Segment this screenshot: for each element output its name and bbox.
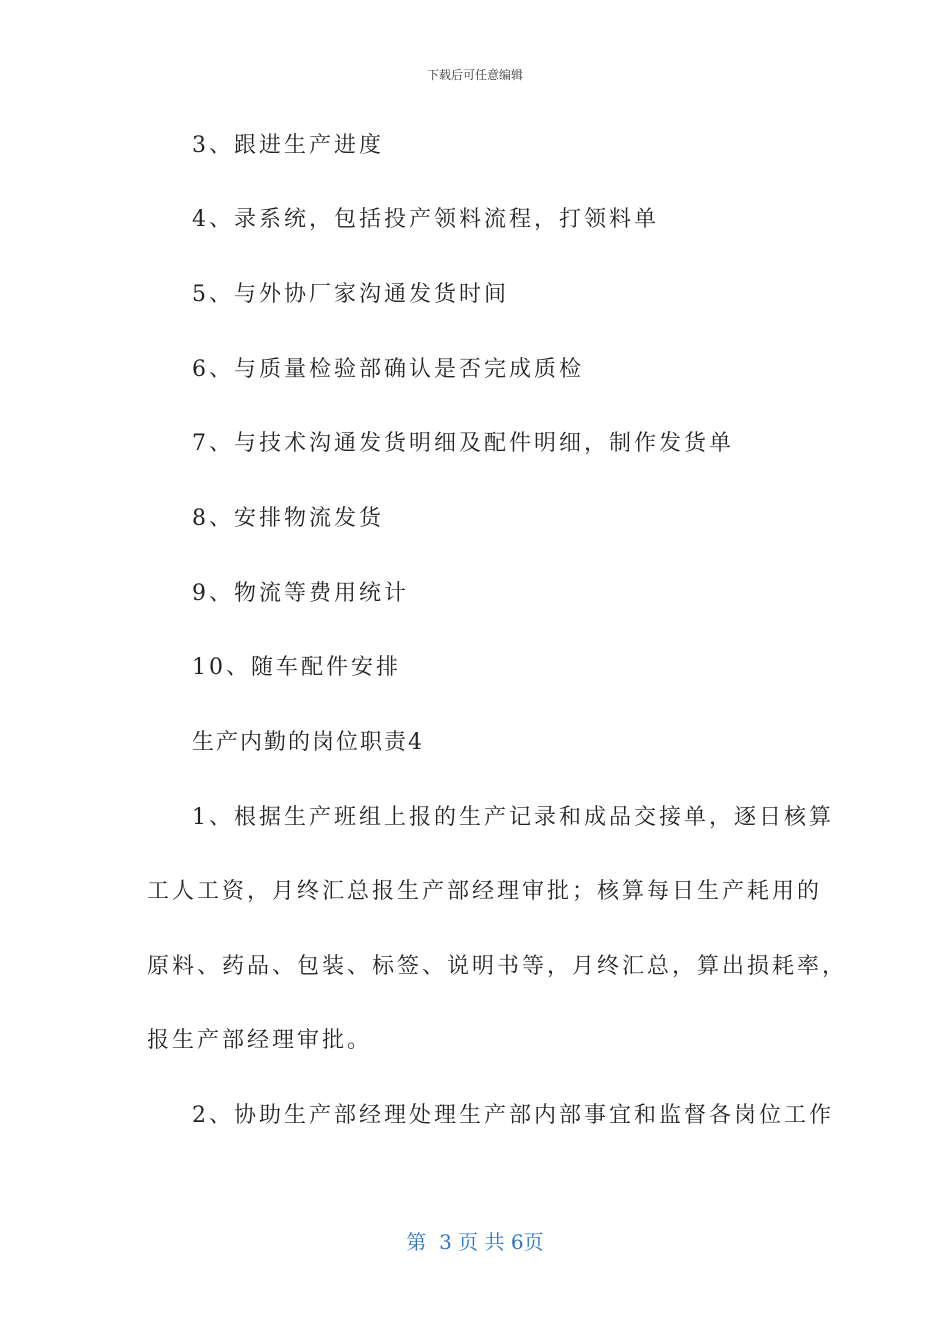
section-title: 生产内勤的岗位职责4 — [192, 730, 424, 755]
list-item: 7、与技术沟通发货明细及配件明细，制作发货单 — [192, 431, 734, 456]
list-item: 3、跟进生产进度 — [192, 133, 384, 158]
list-item: 6、与质量检验部确认是否完成质检 — [192, 357, 584, 382]
header-note: 下载后可任意编辑 — [426, 68, 523, 82]
paragraph-line: 报生产部经理审批。 — [147, 1028, 373, 1053]
list-item: 10、随车配件安排 — [192, 655, 401, 680]
list-item: 8、安排物流发货 — [192, 506, 384, 531]
list-item: 5、与外协厂家沟通发货时间 — [192, 282, 509, 307]
page-number: 第 3 页 共 6页 — [406, 1230, 544, 1254]
list-item: 4、录系统，包括投产领料流程，打领料单 — [192, 207, 659, 232]
paragraph-line: 工人工资，月终汇总报生产部经理审批；核算每日生产耗用的 — [147, 879, 823, 904]
paragraph-line: 2、协助生产部经理处理生产部内部事宜和监督各岗位工作 — [192, 1103, 834, 1128]
list-item: 9、物流等费用统计 — [192, 581, 409, 606]
paragraph-line: 原料、药品、包装、标签、说明书等，月终汇总，算出损耗率， — [147, 954, 848, 979]
paragraph-line: 1、根据生产班组上报的生产记录和成品交接单，逐日核算 — [192, 805, 834, 830]
